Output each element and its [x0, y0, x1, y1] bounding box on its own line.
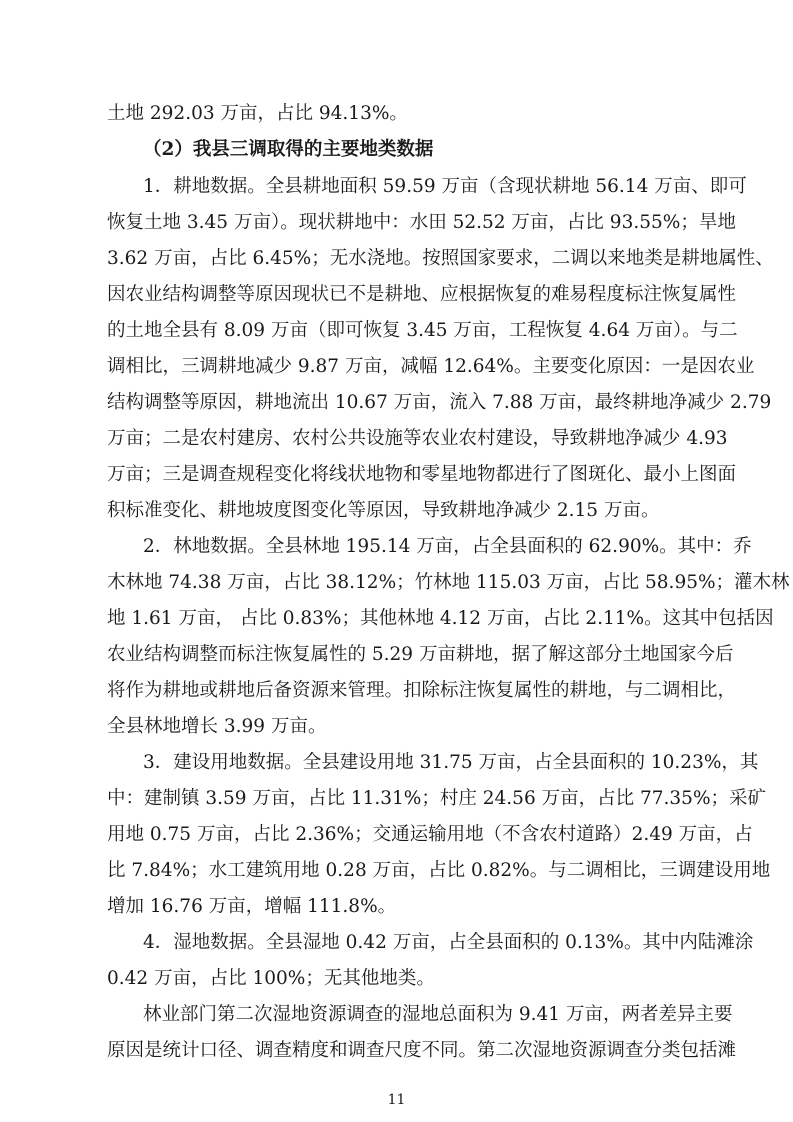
paragraph-line: 2．林地数据。全县林地 195.14 万亩，占全县面积的 62.90%。其中：乔 — [143, 536, 752, 557]
paragraph-line: 因农业结构调整等原因现状已不是耕地、应根据恢复的难易程度标注恢复属性 — [107, 284, 737, 305]
paragraph-line: 4．湿地数据。全县湿地 0.42 万亩，占全县面积的 0.13%。其中内陆滩涂 — [143, 932, 754, 953]
paragraph-line: 3.62 万亩，占比 6.45%；无水浇地。按照国家要求，二调以来地类是耕地属性、 — [107, 248, 774, 269]
paragraph-line: 地 1.61 万亩， 占比 0.83%；其他林地 4.12 万亩，占比 2.11%。这其中包括因 — [107, 608, 774, 629]
paragraph-line: 增加 16.76 万亩，增幅 111.8%。 — [107, 896, 397, 917]
paragraph-line: 农业结构调整而标注恢复属性的 5.29 万亩耕地，据了解这部分土地国家今后 — [107, 644, 734, 665]
paragraph-line: 全县林地增长 3.99 万亩。 — [107, 716, 327, 737]
paragraph-line: 中：建制镇 3.59 万亩，占比 11.31%；村庄 24.56 万亩，占比 77.35%；采矿 — [107, 788, 767, 809]
paragraph-line: 恢复土地 3.45 万亩）。现状耕地中：水田 52.52 万亩，占比 93.55%；旱地 — [107, 212, 736, 233]
paragraph-line: 将作为耕地或耕地后备资源来管理。扣除标注恢复属性的耕地，与二调相比， — [107, 680, 737, 701]
paragraph-line: 1．耕地数据。全县耕地面积 59.59 万亩（含现状耕地 56.14 万亩、即可 — [143, 176, 747, 197]
paragraph-line: 万亩；二是农村建房、农村公共设施等农业农村建设，导致耕地净减少 4.93 — [107, 428, 728, 449]
section-heading: （2）我县三调取得的主要地类数据 — [143, 139, 434, 160]
paragraph-line: 调相比，三调耕地减少 9.87 万亩，减幅 12.64%。主要变化原因：一是因农业 — [107, 356, 755, 377]
paragraph-line: 3．建设用地数据。全县建设用地 31.75 万亩，占全县面积的 10.23%，其 — [143, 752, 759, 773]
paragraph-line: 积标准变化、耕地坡度图变化等原因，导致耕地净减少 2.15 万亩。 — [107, 500, 660, 521]
paragraph-line: 林业部门第二次湿地资源调查的湿地总面积为 9.41 万亩，两者差异主要 — [143, 1004, 733, 1025]
paragraph-line: 木林地 74.38 万亩，占比 38.12%；竹林地 115.03 万亩，占比 58.95%；灌木林 — [107, 572, 790, 593]
paragraph-line: 0.42 万亩，占比 100%；无其他地类。 — [107, 968, 435, 989]
page-number: 11 — [387, 1092, 406, 1108]
paragraph-line: 万亩；三是调查规程变化将线状地物和零星地物都进行了图斑化、最小上图面 — [107, 464, 737, 485]
paragraph-line: 的土地全县有 8.09 万亩（即可恢复 3.45 万亩，工程恢复 4.64 万亩）。与二 — [107, 320, 738, 341]
paragraph-line: 结构调整等原因，耕地流出 10.67 万亩，流入 7.88 万亩，最终耕地净减少 2.79 — [107, 392, 772, 413]
paragraph-line: 土地 292.03 万亩，占比 94.13%。 — [107, 103, 408, 124]
paragraph-line: 比 7.84%；水工建筑用地 0.28 万亩，占比 0.82%。与二调相比，三调建设用地 — [107, 860, 771, 881]
paragraph-line: 用地 0.75 万亩，占比 2.36%；交通运输用地（不含农村道路）2.49 万亩，占 — [107, 824, 753, 845]
paragraph-line: 原因是统计口径、调查精度和调查尺度不同。第二次湿地资源调查分类包括滩 — [107, 1040, 737, 1061]
